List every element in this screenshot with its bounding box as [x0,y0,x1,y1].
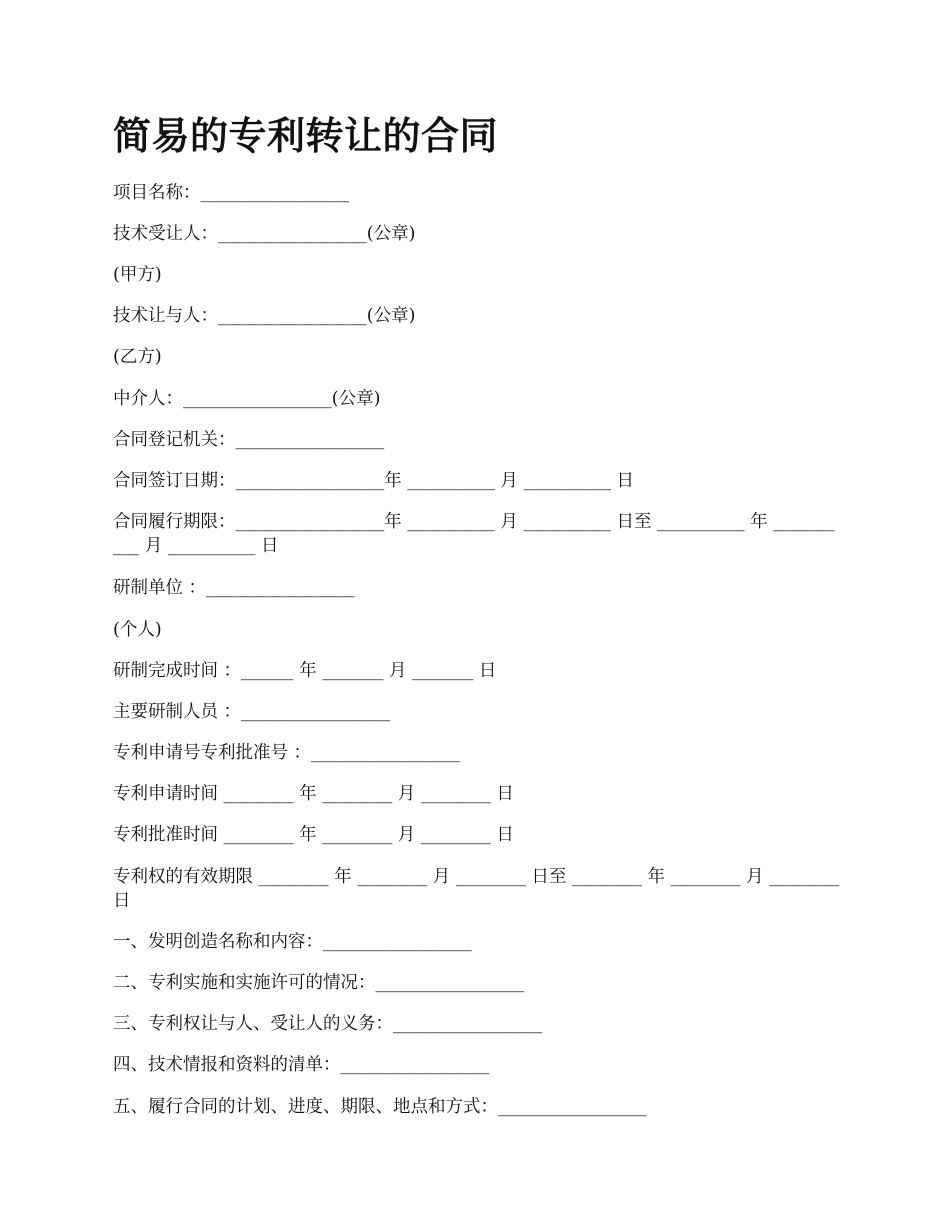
approval-time-line: 专利批准时间 ________ 年 ________ 月 ________ 日 [113,825,514,845]
application-time-line: 专利申请时间 ________ 年 ________ 月 ________ 日 [113,784,514,804]
individual-line: (个人) [113,620,162,640]
signing-date-line: 合同签订日期：_________________年 __________ 月 __________ 日 [113,471,635,491]
registration-authority-line: 合同登记机关：_________________ [113,430,385,450]
clause-5-line: 五、履行合同的计划、进度、期限、地点和方式：_________________ [113,1097,647,1117]
intermediary-line: 中介人：_________________(公章) [113,389,381,409]
completion-time-line: 研制完成时间 ：______ 年 _______ 月 _______ 日 [113,661,497,681]
assignor-line: 技术让与人：_________________(公章) [113,306,416,326]
clause-4-line: 四、技术情报和资料的清单：_________________ [113,1055,490,1075]
main-developers-line: 主要研制人员 ：_________________ [113,702,390,722]
party-a-line: (甲方) [113,265,162,285]
developer-unit-line: 研制单位 ：_________________ [113,578,355,598]
document-title: 简易的专利转让的合同 [113,113,499,158]
clause-2-line: 二、专利实施和实施许可的情况：_________________ [113,973,525,993]
validity-period-line: 专利权的有效期限 ________ 年 ________ 月 ________ 日至 ________ 年 ________ 月 ________ 日 [113,867,840,911]
patent-numbers-line: 专利申请号专利批准号 ：_________________ [113,743,460,763]
clause-3-line: 三、专利权让与人、受让人的义务：_________________ [113,1014,542,1034]
performance-period-line: 合同履行期限：_________________年 __________ 月 __________ 日至 __________ 年 __________ 月 __________ 日 [113,512,835,556]
project-name-line: 项目名称：_________________ [113,183,350,203]
party-b-line: (乙方) [113,347,162,367]
clause-1-line: 一、发明创造名称和内容：_________________ [113,932,472,952]
assignee-line: 技术受让人：_________________(公章) [113,224,416,244]
